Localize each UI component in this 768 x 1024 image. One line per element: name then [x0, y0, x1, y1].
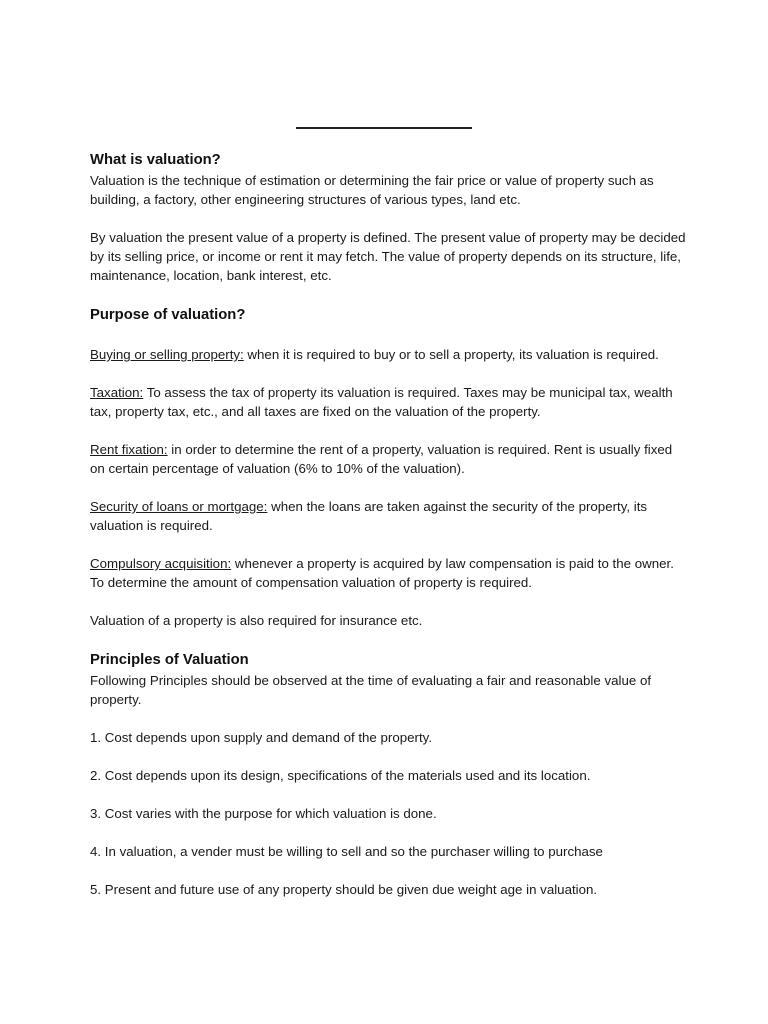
purpose-text: in order to determine the rent of a property, valuation is required. Rent is usually fixed on certain percentage of valuation (6% to 10% of the valuation). [90, 442, 673, 476]
principle-item: 4. In valuation, a vender must be willing to sell and so the purchaser willing to purchase [90, 844, 603, 859]
heading-what-is-valuation: What is valuation? [90, 152, 221, 168]
purpose-text: To assess the tax of property its valuation is required. Taxes may be municipal tax, wealth tax, property tax, etc., and all taxes are fixed on the valuation of the property. [90, 385, 673, 419]
purpose-text: when it is required to buy or to sell a property, its valuation is required. [243, 347, 659, 362]
paragraph-insurance: Valuation of a property is also required for insurance etc. [90, 613, 423, 628]
purpose-term: Rent fixation: [90, 442, 168, 457]
principle-item: 5. Present and future use of any property should be given due weight age in valuation. [90, 882, 598, 897]
paragraph-principles-intro: Following Principles should be observed at the time of evaluating a fair and reasonable value of property. [90, 673, 652, 707]
principle-item: 1. Cost depends upon supply and demand of the property. [90, 730, 433, 745]
paragraph-present-value: By valuation the present value of a property is defined. The present value of property may be decided by its selling price, or income or rent it may fetch. The value of property depends on its structure, life, maintenance, location, bank interest, etc. [90, 230, 686, 283]
document-body [90, 149, 688, 899]
paragraph-definition: Valuation is the technique of estimation or determining the fair price or value of property such as building, a factory, other engineering structures of various types, land etc. [90, 173, 654, 207]
purpose-item [90, 497, 688, 535]
purpose-term: Taxation: [90, 385, 144, 400]
purpose-text: whenever a property is acquired by law compensation is paid to the owner. To determine the amount of compensation valuation of property is required. [90, 556, 674, 590]
purpose-item [90, 554, 688, 592]
heading-principles-of-valuation: Principles of Valuation [90, 652, 249, 668]
purpose-text: when the loans are taken against the security of the property, its valuation is required. [90, 499, 648, 533]
purpose-item [90, 383, 688, 421]
purpose-term: Security of loans or mortgage: [90, 499, 268, 514]
purpose-item [90, 345, 688, 364]
title-underline [296, 127, 472, 129]
purpose-term: Buying or selling property: [90, 347, 244, 362]
principle-item: 3. Cost varies with the purpose for which valuation is done. [90, 806, 437, 821]
principle-item: 2. Cost depends upon its design, specifications of the materials used and its location. [90, 768, 591, 783]
purpose-term: Compulsory acquisition: [90, 556, 232, 571]
purpose-item [90, 440, 688, 478]
heading-purpose-of-valuation: Purpose of valuation? [90, 307, 246, 323]
